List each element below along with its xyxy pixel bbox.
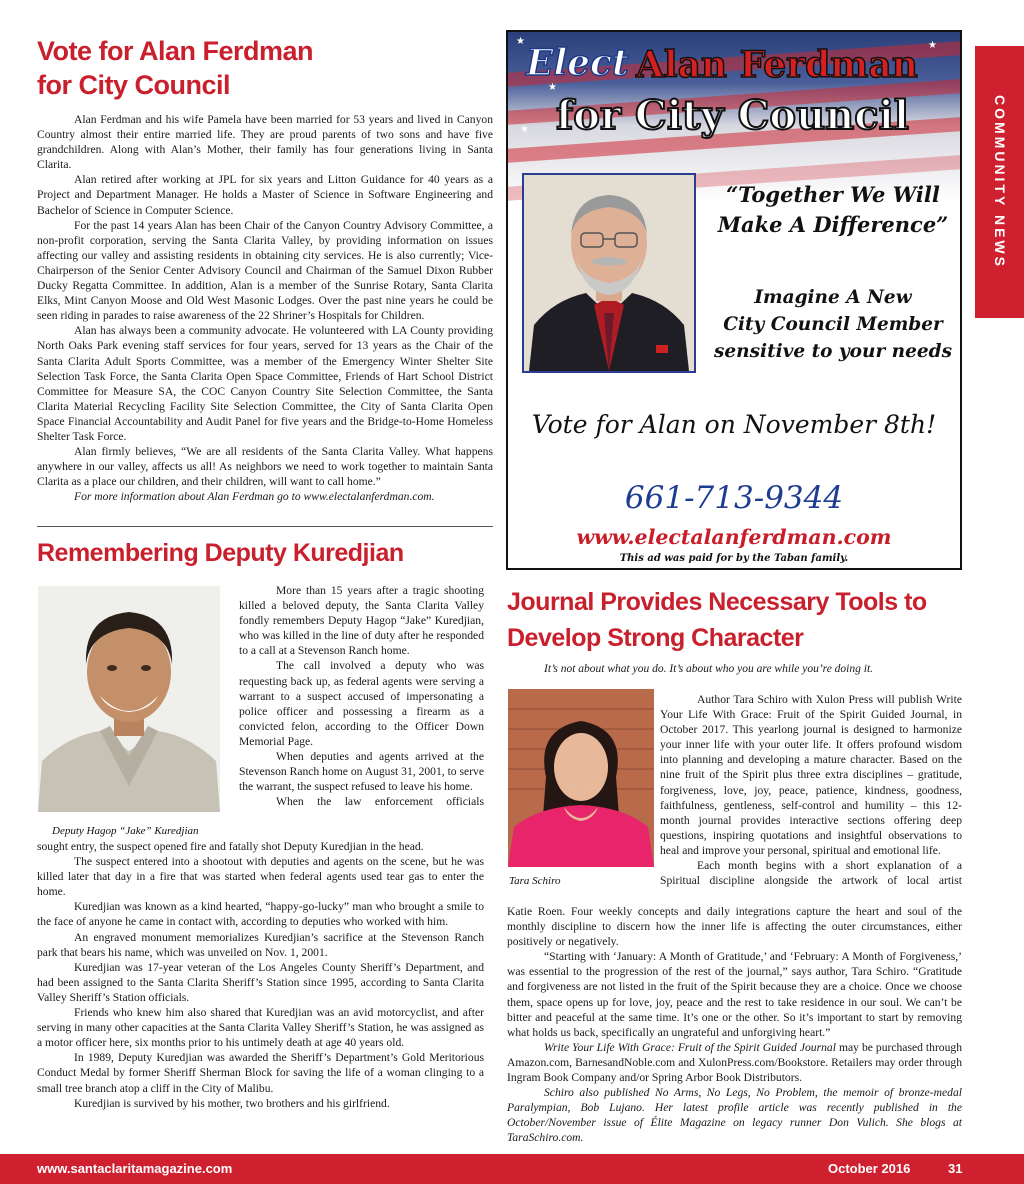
candidate-portrait: [522, 173, 696, 373]
paragraph: “Starting with ‘January: A Month of Gratitude,’ and ‘February: A Month of Forgiveness,’ was essential to the progression of the rest of the journal,” says author, Tara Schiro. “Gratitude and forgiveness are not listed in the fruit of the Spirit because they are a choice. Once we choose them, space opens up for love, joy, peace and the rest to take residence in our soul. We can’t be bitter and peaceful at the same time. It’s one or the other. So it’s important to start by removing what holds us back, specifically an ungrateful and unforgiving heart.”: [507, 950, 962, 1039]
paragraph: Kuredjian is survived by his mother, two brothers and his girlfriend.: [74, 1096, 390, 1110]
campaign-ad: [506, 30, 962, 570]
author-photo: [508, 689, 654, 867]
article2-wrap-text: [239, 583, 484, 809]
ad-vote-date: Vote for Alan on November 8th!: [531, 410, 937, 439]
paragraph: Author Tara Schiro with Xulon Press will publish Write Your Life With Grace: Fruit of the Spirit Guided Journal, in October 2017. This yearlong journal is designed to harmonize your inner life with your outer life. It offers profound wisdom into planning and developing a mature character. Based on the nine fruit of the Spirit plus three extra disciplines – gratitude, forgiveness, love, joy, peace, patience, kindness, goodness, faithfulness, gentleness, self-control and humility – this 12-month journal provides interactive sections offering deep questions, inspiring quotations and insightful observations to heal and improve your personal, spiritual and emotional life.: [660, 693, 962, 857]
paragraph: When deputies and agents arrived at the Stevenson Ranch home on August 31, 2001, to serve the warrant, the suspect refused to leave his home.: [239, 750, 484, 794]
paragraph: The call involved a deputy who was requesting back up, as federal agents were serving a warrant to a suspect accused of impersonating a police officer and possessing a firearm as a convicted felon, according to the Officer Down Memorial Page.: [239, 659, 484, 748]
paragraph: Alan Ferdman and his wife Pamela have been married for 53 years and lived in Canyon Country almost their entire married life. They are proud parents of two sons and have five grandchildren. Along with Alan’s Mother, their family has four generations living in Santa Clarita.: [37, 113, 493, 172]
article1-title: Vote for Alan Ferdman for City Council: [37, 36, 314, 100]
page-number: 31: [948, 1161, 963, 1176]
ad-candidate-name: Alan Ferdman: [636, 44, 918, 86]
ad-elect-script: Elect: [526, 42, 629, 84]
deputy-photo-caption: Deputy Hagop “Jake” Kuredjian: [52, 825, 199, 837]
paragraph: When the law enforcement officials: [276, 795, 484, 809]
article3-subtitle: It’s not about what you do. It’s about who you are while you’re doing it.: [544, 663, 874, 675]
journal-title: Write Your Life With Grace: Fruit of the Spirit Guided Journal: [544, 1040, 836, 1054]
paragraph: Alan retired after working at JPL for six years and Litton Guidance for 40 years as a Project and Department Manager. He holds a Master of Science in Software Engineering and Bachelor of Science in Computer Science.: [37, 173, 493, 217]
article2-body: [37, 839, 484, 1111]
paragraph: Each month begins with a short explanation of a Spiritual discipline alongside the artwork of local artist: [660, 859, 962, 888]
footer-website: www.santaclaritamagazine.com: [37, 1161, 233, 1176]
paragraph: Friends who knew him also shared that Kuredjian was an avid motorcyclist, and after serving in many other capacities at the Santa Clarita Valley Sheriff’s Station, he was assigned as a motor officer here, six months prior to his untimely death at age 40 years old.: [37, 1006, 484, 1050]
paragraph: More than 15 years after a tragic shooting killed a beloved deputy, the Santa Clarita Valley fondly remembers Deputy Hagop “Jake” Kuredjian, who was killed in the line of duty after he responded to a call at a Stevenson Ranch home.: [239, 584, 484, 658]
candidate-portrait-illustration: [524, 175, 694, 371]
page-footer: [0, 1154, 1024, 1184]
paragraph: sought entry, the suspect opened fire and fatally shot Deputy Kuredjian in the head.: [37, 840, 424, 853]
paragraph: In 1989, Deputy Kuredjian was awarded the Sheriff’s Department’s Gold Meritorious Conduct Medal by former Sheriff Sherman Block for saving the life of a woman clinging to a small tree branch atop a cliff in the City of Malibu.: [37, 1051, 484, 1095]
paragraph: Katie Roen. Four weekly concepts and daily integrations capture the heart and soul of the monthly discipline to discern how the inner life is affecting the outer circumstances, either positively or negatively.: [507, 905, 962, 949]
article1-body: [37, 112, 493, 504]
ad-website: www.electalanferdman.com: [576, 525, 892, 549]
ad-tagline: Imagine A New City Council Member sensitive to your needs: [713, 287, 952, 362]
paragraph: The suspect entered into a shootout with deputies and agents on the scene, but he was killed later that day in a fire that was started when federal agents used tear gas to enter the home.: [37, 855, 484, 899]
paragraph: For the past 14 years Alan has been Chair of the Canyon Country Advisory Committee, a non-profit corporation, serving the Santa Clarita Valley, by providing information on issues affecting our valley and assisting residents in obtaining city services. He is also currently; Vice-Chairperson of the Senior Center Advisory Council and Chairman of the Samuel Dixon Rubber Ducky Regatta Committee. In addition, Alan is a member of the Sunrise Rotary, Santa Clarita Elks, Mint Canyon Moose and Old West Masonic Lodges. Over the past nine years he could be seen riding in parades to raise awareness of the 22 Shriner’s Hospitals for Children.: [37, 218, 493, 323]
paragraph: Alan firmly believes, “We are all residents of the Santa Clarita Valley. What happens anywhere in our valley, affects us all! As neighbors we need to work together to maintain Santa Clarita as a place our children, and their children, will want to call home.”: [37, 445, 493, 489]
paragraph: An engraved monument memorializes Kuredjian’s sacrifice at the Stevenson Ranch park that bears his name, which was unveiled on Nov. 1, 2001.: [37, 930, 484, 959]
article2-title: Remembering Deputy Kuredjian: [37, 539, 404, 567]
star-icon: ★: [516, 36, 525, 47]
paragraph: Kuredjian was 17-year veteran of the Los Angeles County Sheriff’s Department, and had been assigned to the Santa Clarita Sheriff’s Station since 1995, according to Santa Clarita Valley Sheriff’s Station officials.: [37, 960, 484, 1004]
article3-body: [507, 904, 962, 1146]
star-icon: ★: [520, 124, 529, 135]
star-icon: ★: [928, 40, 937, 51]
paragraph: Alan has always been a community advocate. He volunteered with LA County providing North Oaks Park evening staff services for four years, served for 13 years as the Chair of the Santa Clarita Adult Sports Committee, was a member of the Emergency Winter Shelter Site Selection Task Force, the Santa Clarita Open Space Committee, Friends of Hart School District Committee for Measure SA, the COC Canyon Country Site Selection Committee, the Santa Clarita Material Recycling Facility Site Selection Committee, the City of Santa Clarita Open Space Financial Accountability and Audit Panel for five years and the Bridge-to-Home Homeless Shelter Task Force.: [37, 324, 493, 443]
ad-disclaimer: This ad was paid for by the Taban family.: [619, 553, 849, 564]
footer-issue-date: October 2016: [828, 1161, 911, 1176]
author-photo-caption: Tara Schiro: [509, 875, 561, 887]
author-note: Schiro also published No Arms, No Legs, No Problem, the memoir of bronze-medal Paralympian, Bob Lujano. Her latest profile article was recently published in the October/November issue of Élite Magazine on legacy runner Don Vulich. She blogs at TaraSchiro.com.: [507, 1086, 962, 1145]
deputy-photo: [38, 586, 220, 812]
purchase-paragraph: Write Your Life With Grace: Fruit of the Spirit Guided Journal may be purchased through Amazon.com, BarnesandNoble.com and XulonPress.com/Bookstore. Retailers may order through Ingram Book Company and/or Spring Arbor Book Distributors.: [507, 1040, 962, 1085]
article3-wrap-text: [660, 692, 962, 888]
paragraph: Kuredjian was known as a kind hearted, “happy-go-lucky” man who brought a smile to the face of anyone he came in contact with, according to deputies who worked with him.: [37, 900, 484, 929]
section-tab: [975, 46, 1024, 318]
divider: [37, 526, 493, 527]
deputy-photo-illustration: [38, 586, 220, 812]
ad-phone-number: 661-713-9344: [624, 480, 844, 516]
star-icon: ★: [548, 82, 557, 93]
ad-slogan: “Together We Will Make A Difference”: [717, 182, 949, 237]
article3-title: Journal Provides Necessary Tools to Develop Strong Character: [507, 588, 927, 652]
ad-council-title: for City Council: [556, 92, 909, 139]
more-info-line: For more information about Alan Ferdman go to www.electalanferdman.com.: [74, 490, 435, 504]
author-photo-illustration: [508, 689, 654, 867]
section-tab-label: COMMUNITY NEWS: [991, 95, 1008, 269]
